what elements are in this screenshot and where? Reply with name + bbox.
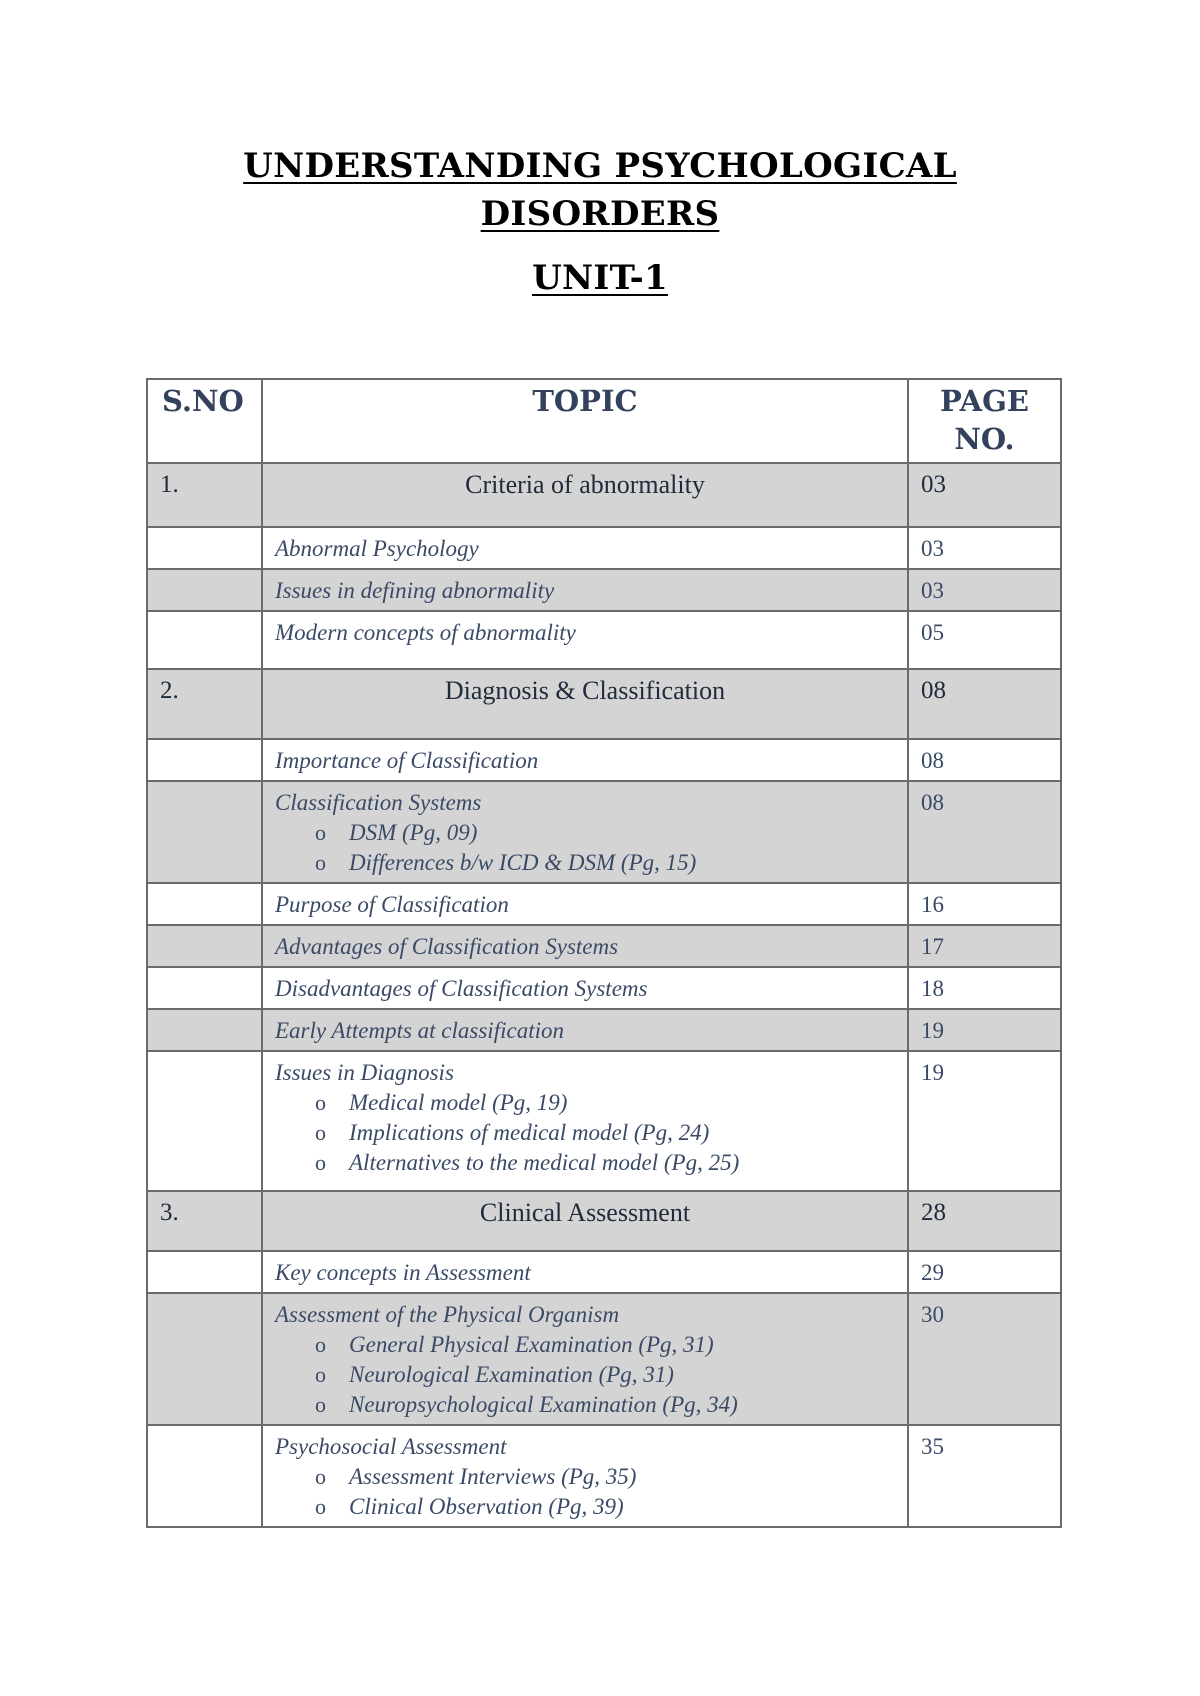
- topic-cell: [262, 463, 908, 527]
- serial-number-cell: [147, 611, 262, 669]
- serial-number-cell: [147, 883, 262, 925]
- page-number-cell: 03: [908, 569, 1061, 611]
- page-number-cell: 29: [908, 1251, 1061, 1293]
- subtopic-text: Clinical Observation (Pg, 39): [349, 1494, 624, 1519]
- page-number-cell: 08: [908, 781, 1061, 883]
- serial-number-cell: [147, 739, 262, 781]
- topic-cell: [262, 739, 908, 781]
- topic-cell: [262, 781, 908, 883]
- subtopic-text: Medical model (Pg, 19): [349, 1090, 568, 1115]
- table-row: [147, 739, 1061, 781]
- serial-number-cell: [147, 1293, 262, 1425]
- circle-bullet-icon: o: [315, 1464, 326, 1489]
- serial-number-cell: [147, 1425, 262, 1527]
- serial-number-cell: [147, 781, 262, 883]
- topic-cell: [262, 1009, 908, 1051]
- topic-label: Disadvantages of Classification Systems: [275, 976, 648, 1001]
- subtopic-item: [315, 848, 895, 878]
- subtopic-item: [315, 1360, 895, 1390]
- table-row: [147, 1251, 1061, 1293]
- document-title: [0, 142, 1200, 302]
- subtopic-item: [315, 1462, 895, 1492]
- topic-label: Classification Systems: [275, 790, 482, 815]
- circle-bullet-icon: o: [315, 1392, 326, 1417]
- subtopic-item: [315, 1118, 895, 1148]
- topic-cell: [262, 925, 908, 967]
- page-number-cell: 30: [908, 1293, 1061, 1425]
- circle-bullet-icon: o: [315, 1150, 326, 1175]
- topic-label: Issues in Diagnosis: [275, 1060, 454, 1085]
- table-row: [147, 569, 1061, 611]
- subtopic-item: [315, 1492, 895, 1522]
- section-row: [147, 463, 1061, 527]
- serial-number-cell: 2.: [147, 669, 262, 739]
- circle-bullet-icon: o: [315, 1332, 326, 1357]
- page-number-cell: 03: [908, 527, 1061, 569]
- header-topic: TOPIC: [262, 379, 908, 463]
- topic-cell: [262, 569, 908, 611]
- serial-number-cell: [147, 569, 262, 611]
- header-page: PAGE NO.: [908, 379, 1061, 463]
- table-row: [147, 611, 1061, 669]
- topic-cell: [262, 967, 908, 1009]
- subtopic-text: Assessment Interviews (Pg, 35): [349, 1464, 637, 1489]
- page-number-cell: 19: [908, 1009, 1061, 1051]
- topic-cell: [262, 883, 908, 925]
- circle-bullet-icon: o: [315, 820, 326, 845]
- page-number-cell: 18: [908, 967, 1061, 1009]
- serial-number-cell: [147, 527, 262, 569]
- page-number-cell: 08: [908, 739, 1061, 781]
- table-row: [147, 925, 1061, 967]
- circle-bullet-icon: o: [315, 850, 326, 875]
- topic-label: Key concepts in Assessment: [275, 1260, 531, 1285]
- topic-label: Purpose of Classification: [275, 892, 509, 917]
- subtopic-text: General Physical Examination (Pg, 31): [349, 1332, 714, 1357]
- subtopic-text: Neuropsychological Examination (Pg, 34): [349, 1392, 738, 1417]
- topic-cell: [262, 1191, 908, 1251]
- topic-cell: [262, 1425, 908, 1527]
- page-number-cell: 16: [908, 883, 1061, 925]
- circle-bullet-icon: o: [315, 1362, 326, 1387]
- subtopic-text: Alternatives to the medical model (Pg, 25): [349, 1150, 740, 1175]
- circle-bullet-icon: o: [315, 1120, 326, 1145]
- page-number-cell: 19: [908, 1051, 1061, 1191]
- serial-number-cell: [147, 1009, 262, 1051]
- serial-number-cell: [147, 1251, 262, 1293]
- table-header-row: [147, 379, 1061, 463]
- topic-cell: [262, 1051, 908, 1191]
- topic-cell: [262, 1251, 908, 1293]
- subtopic-list: [275, 1462, 895, 1522]
- circle-bullet-icon: o: [315, 1494, 326, 1519]
- topic-cell: [262, 527, 908, 569]
- subtopic-item: [315, 1330, 895, 1360]
- topic-label: Advantages of Classification Systems: [275, 934, 619, 959]
- topic-cell: [262, 1293, 908, 1425]
- table-row: [147, 1425, 1061, 1527]
- serial-number-cell: 3.: [147, 1191, 262, 1251]
- table-row: [147, 527, 1061, 569]
- subtopic-text: Differences b/w ICD & DSM (Pg, 15): [349, 850, 697, 875]
- topic-cell: [262, 669, 908, 739]
- topic-label: Clinical Assessment: [479, 1198, 691, 1227]
- subtopic-item: [315, 1148, 895, 1178]
- subtopic-list: [275, 1088, 895, 1178]
- table-row: [147, 967, 1061, 1009]
- topic-label: Criteria of abnormality: [465, 470, 705, 499]
- section-row: [147, 669, 1061, 739]
- table-row: [147, 1009, 1061, 1051]
- topic-label: Early Attempts at classification: [275, 1018, 564, 1043]
- contents-table: [146, 378, 1062, 1528]
- serial-number-cell: [147, 925, 262, 967]
- page-number-cell: 28: [908, 1191, 1061, 1251]
- subtopic-list: [275, 818, 895, 878]
- topic-label: Abnormal Psychology: [275, 536, 479, 561]
- subtopic-text: Implications of medical model (Pg, 24): [349, 1120, 710, 1145]
- table-row: [147, 1293, 1061, 1425]
- table-body: [147, 463, 1061, 1527]
- page-number-cell: 05: [908, 611, 1061, 669]
- serial-number-cell: [147, 967, 262, 1009]
- circle-bullet-icon: o: [315, 1090, 326, 1115]
- subtopic-item: [315, 1390, 895, 1420]
- topic-cell: [262, 611, 908, 669]
- title-line-2: DISORDERS: [480, 194, 720, 234]
- subtopic-item: [315, 1088, 895, 1118]
- subtopic-text: DSM (Pg, 09): [349, 820, 478, 845]
- page-number-cell: 35: [908, 1425, 1061, 1527]
- table-row: [147, 781, 1061, 883]
- header-sno: S.NO: [147, 379, 262, 463]
- subtopic-text: Neurological Examination (Pg, 31): [349, 1362, 674, 1387]
- serial-number-cell: [147, 1051, 262, 1191]
- topic-label: Diagnosis & Classification: [444, 676, 726, 705]
- topic-label: Issues in defining abnormality: [275, 578, 555, 603]
- section-row: [147, 1191, 1061, 1251]
- subtopic-item: [315, 818, 895, 848]
- page-number-cell: 03: [908, 463, 1061, 527]
- topic-label: Assessment of the Physical Organism: [275, 1302, 620, 1327]
- topic-label: Modern concepts of abnormality: [275, 620, 576, 645]
- unit-heading: UNIT-1: [532, 258, 668, 298]
- title-line-1: UNDERSTANDING PSYCHOLOGICAL: [243, 146, 957, 186]
- subtopic-list: [275, 1330, 895, 1420]
- serial-number-cell: 1.: [147, 463, 262, 527]
- topic-label: Importance of Classification: [275, 748, 539, 773]
- table-row: [147, 1051, 1061, 1191]
- page-number-cell: 08: [908, 669, 1061, 739]
- topic-label: Psychosocial Assessment: [275, 1434, 507, 1459]
- page-number-cell: 17: [908, 925, 1061, 967]
- table-row: [147, 883, 1061, 925]
